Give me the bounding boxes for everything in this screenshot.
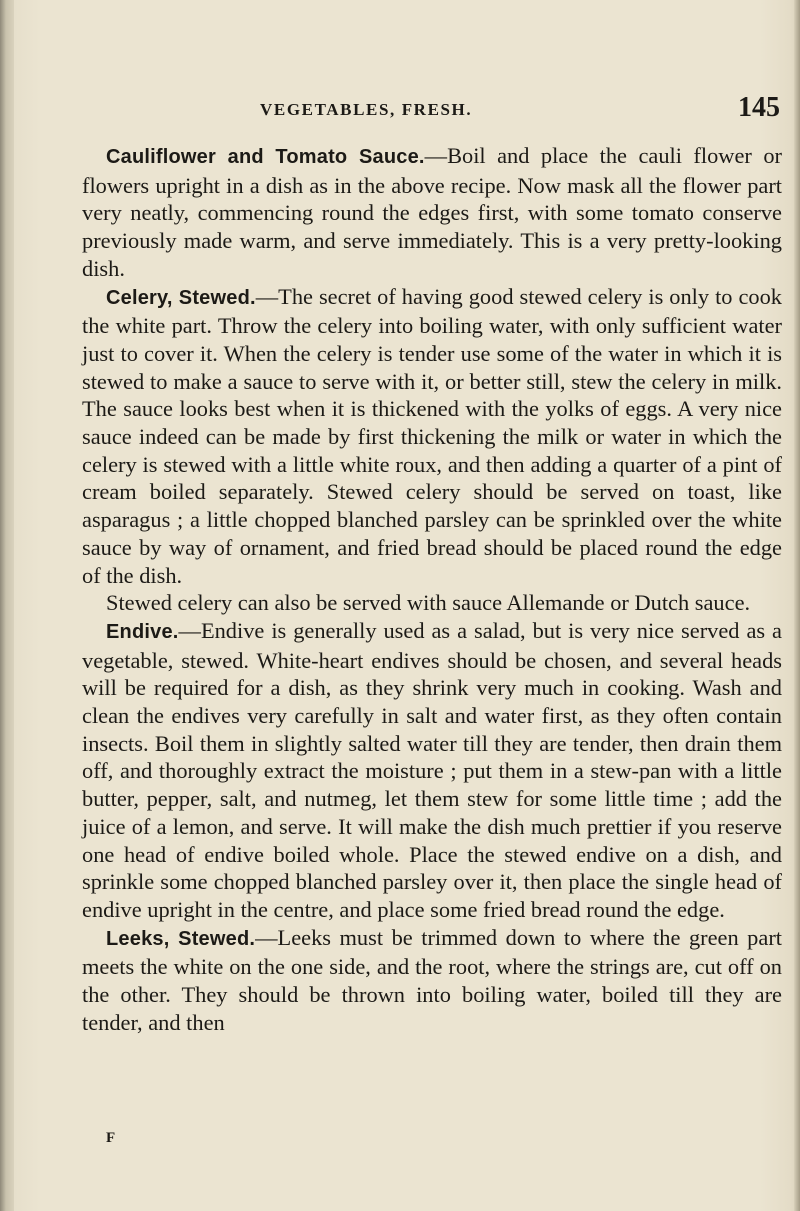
running-head-title: VEGETABLES, FRESH. <box>260 100 473 119</box>
entry-celery-note <box>82 589 782 617</box>
page-number: 145 <box>738 92 780 123</box>
running-head <box>96 92 780 126</box>
entry-heading: Celery, Stewed. <box>106 286 256 309</box>
entry-endive <box>82 617 782 924</box>
entry-heading: Endive. <box>106 620 179 643</box>
signature-mark: F <box>106 1130 116 1146</box>
page-body <box>82 142 782 1037</box>
entry-text: —Leeks must be trimmed down to where the green part meets the white on the one side, and the root, where the strings are, cut off on the other. They should be thrown into boiling water, boiled till they are tender, and then <box>82 924 782 1035</box>
entry-text: —Boil and place the cauli flower or flowers upright in a dish as in the above recipe. Now mask all the flower part very neatly, commencing round the edges first, with some tomato conserve previously made warm, and serve immediately. This is a very pretty-looking dish. <box>82 143 782 281</box>
entry-celery <box>82 283 782 590</box>
entry-text: —The secret of having good stewed celery is only to cook the white part. Throw the celery into boiling water, with only sufficient water just to cover it. When the celery is tender use some of the water in which it is stewed to make a sauce to serve with it, or better still, stew the celery in milk. The sauce looks best when it is thickened with the yolks of eggs. A very nice sauce indeed can be made by first thickening the milk or water in which the celery is stewed with a little white roux, and then adding a quarter of a pint of cream boiled separately. Stewed celery should be served on toast, like asparagus ; a little chopped blanched parsley can be sprinkled over the white sauce by way of ornament, and fried bread should be placed round the edge of the dish. <box>82 283 782 588</box>
entry-text: Stewed celery can also be served with sauce Allemande or Dutch sauce. <box>106 590 751 616</box>
page-binding-shadow <box>0 0 14 1211</box>
entry-heading: Leeks, Stewed. <box>106 927 256 950</box>
entry-cauliflower <box>82 142 782 283</box>
entry-heading: Cauliflower and Tomato Sauce. <box>106 146 425 168</box>
entry-leeks <box>82 924 782 1037</box>
entry-text: —Endive is generally used as a salad, but is very nice served as a vegetable, stewed. White-heart endives should be chosen, and several heads will be required for a dish, as they shrink very much in cooking. Wash and clean the endives very carefully in salt and water first, as they often contain insects. Boil them in slightly salted water till they are tender, then drain them off, and thoroughly extract the moisture ; put them in a stew-pan with a little butter, pepper, salt, and nutmeg, let them stew for some little time ; add the juice of a lemon, and serve. It will make the dish much prettier if you reserve one head of endive boiled whole. Place the stewed endive on a dish, and sprinkle some chopped blanched parsley over it, then place the single head of endive upright in the centre, and place some fried bread round the edge. <box>82 617 782 922</box>
page-edge <box>794 0 800 1211</box>
